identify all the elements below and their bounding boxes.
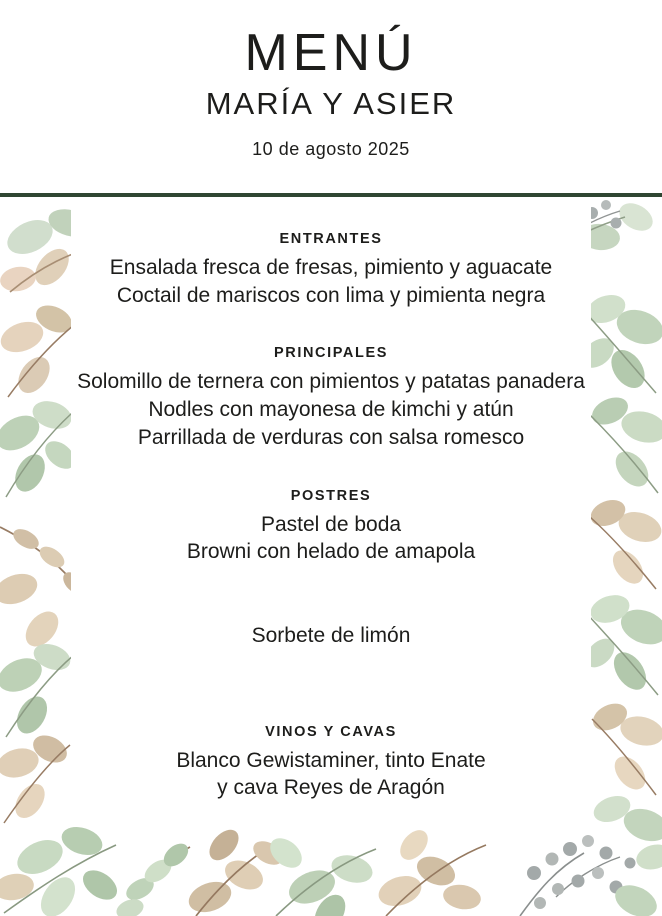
menu-section-principales [31,345,631,451]
top-spacer [31,197,631,231]
couple-names: MARÍA Y ASIER [205,85,457,121]
section-heading-principales: PRINCIPALES [273,345,388,362]
dish-item: Blanco Gewistaminer, tinto Enate [176,748,486,772]
menu-section-vinos [31,724,631,802]
wine-spacer [31,672,631,724]
section-heading-postres: POSTRES [290,487,372,504]
menu-section-postres [31,488,631,566]
dish-item: Parrillada de verduras con salsa romesco [137,425,525,449]
section-spacer [31,474,631,488]
page-title: MENÚ [244,24,418,82]
dish-item: Browni con helado de amapola [186,540,476,564]
dish-item: y cava Reyes de Aragón [217,776,445,800]
section-heading-vinos: VINOS Y CAVAS [265,723,397,740]
dish-item: Coctail de mariscos con lima y pimienta negra [116,283,546,307]
sorbet-spacer [31,588,631,622]
menu-body [31,197,631,824]
menu-header [0,0,662,196]
dish-item: Nodles con mayonesa de kimchi y atún [148,398,514,422]
section-heading-entrantes: ENTRANTES [279,231,383,247]
menu-section-entrantes [31,231,631,309]
event-date: 10 de agosto 2025 [252,138,410,159]
header-divider [0,193,662,197]
dish-item: Pastel de boda [260,512,402,536]
section-spacer [31,331,631,345]
menu-section-sorbete [31,622,631,650]
dish-item: Solomillo de ternera con pimientos y patatas panadera [77,370,585,394]
dish-item: Ensalada fresca de fresas, pimiento y aguacate [109,256,553,279]
dish-item: Sorbete de limón [251,624,411,648]
